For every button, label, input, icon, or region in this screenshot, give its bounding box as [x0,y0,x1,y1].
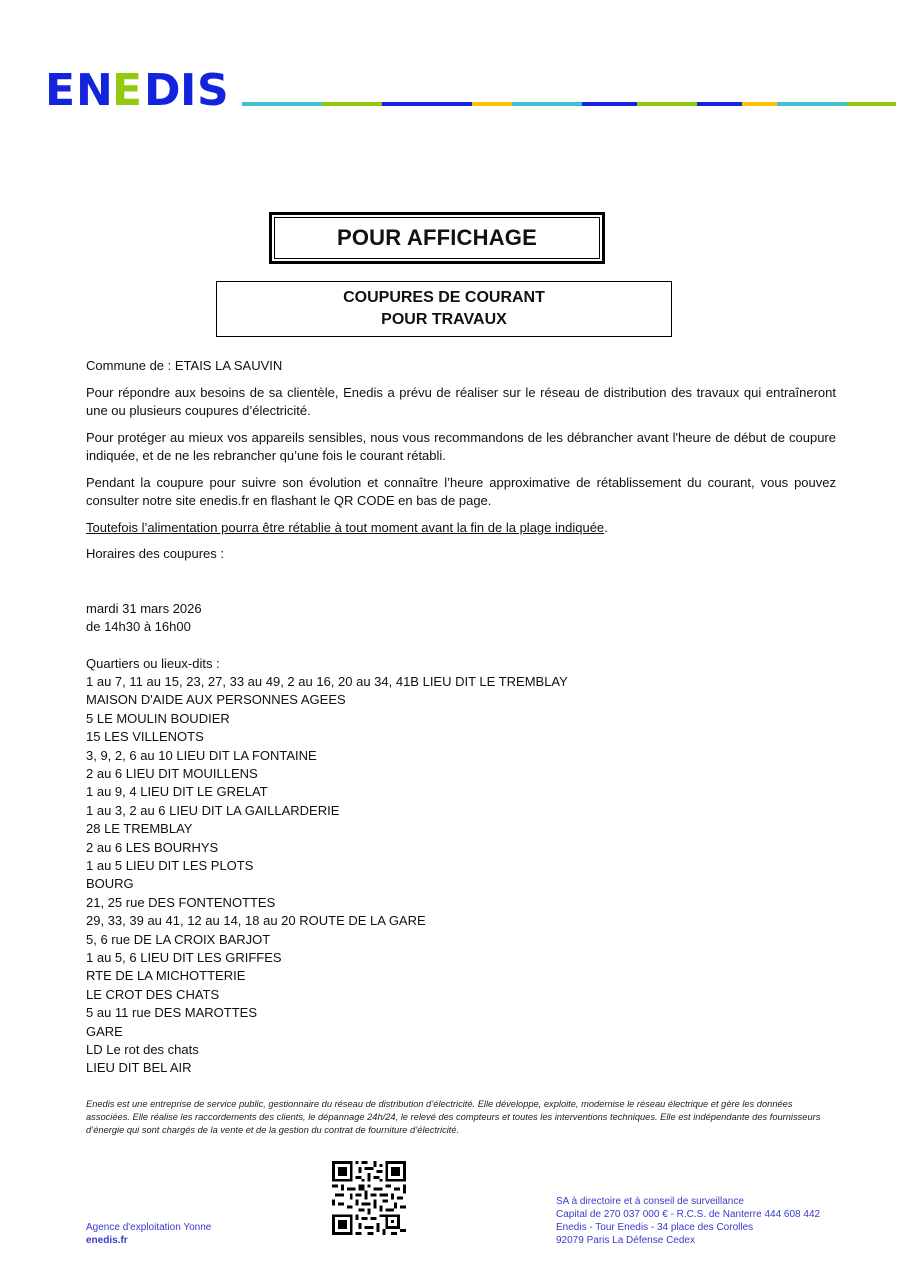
legal-line: SA à directoire et à conseil de surveillance [556,1196,744,1207]
enedis-site-link[interactable]: enedis.fr [86,1235,128,1246]
svg-text:I: I [180,65,197,112]
list-item: 3, 9, 2, 6 au 10 LIEU DIT LA FONTAINE [86,747,317,763]
list-item: RTE DE LA MICHOTTERIE [86,968,246,984]
list-item: 15 LES VILLENOTS [86,729,204,745]
paragraph-4-end: . [604,519,608,535]
footer-legal [556,1195,820,1247]
horaires-label: Horaires des coupures : [86,546,225,561]
list-item: MAISON D'AIDE AUX PERSONNES AGEES [86,692,346,708]
list-item: LD Le rot des chats [86,1042,199,1058]
agence-name: Agence d'exploitation Yonne [86,1222,212,1233]
list-item: 5 LE MOULIN BOUDIER [86,710,230,726]
list-item: 21, 25 rue DES FONTENOTTES [86,894,276,910]
paragraph-4-underlined: Toutefois l’alimentation pourra être rétablie à tout moment avant la fin de la plage indiquée [86,519,605,535]
enedis-logo [45,62,235,112]
list-item: 2 au 6 LIEU DIT MOUILLENS [86,765,258,781]
list-item: 1 au 5, 6 LIEU DIT LES GRIFFES [86,950,282,965]
list-item: BOURG [86,876,134,892]
qr-code[interactable] [332,1161,406,1235]
legal-line: 92079 Paris La Défense Cedex [556,1235,695,1246]
list-item: 28 LE TREMBLAY [86,821,193,837]
paragraph-4 [86,519,836,538]
legal-line: Enedis - Tour Enedis - 34 place des Corolles [556,1222,754,1233]
coupures-title-line-2: POUR TRAVAUX [381,311,507,328]
list-item: 2 au 6 LES BOURHYS [86,839,219,855]
paragraph-2: Pour protéger au mieux vos appareils sensibles, nous vous recommandons de les débrancher avant l'heure de début de coupure indiquée, et de ne les rebrancher qu’une fois le courant rétabli. [86,429,836,463]
paragraph-1: Pour répondre aux besoins de sa clientèle, Enedis a prévu de réaliser sur le réseau de distribution des travaux qui entraîneront une ou plusieurs coupures d’électricité. [86,384,836,418]
footer-agence [86,1221,211,1247]
schedule-date: mardi 31 mars 2026 [86,600,202,616]
svg-text:S: S [197,65,229,112]
affichage-title: POUR AFFICHAGE [274,217,600,259]
schedule-time: de 14h30 à 16h00 [86,619,191,634]
paragraph-3: Pendant la coupure pour suivre son évolution et connaître l’heure approximative de rétablissement du courant, vous pouvez consulter notre site enedis.fr en flashant le QR CODE en bas de page. [86,474,836,508]
list-item: LE CROT DES CHATS [86,986,220,1002]
list-item: GARE [86,1023,123,1039]
enedis-disclaimer: Enedis est une entreprise de service public, gestionnaire du réseau de distribution d’électricité. Elle développe, exploite, modernise le réseau électrique et gère les données associées. Elle réalise les raccordements des clients, le dépannage 24h/24, le relevé des compteurs et toutes les interventions techniques. Elle est indépendante des fournisseurs d’énergie qui sont chargés de la vente et de la gestion du contrat de fourniture d’électricité. [86,1099,821,1135]
list-item: 5, 6 rue DE LA CROIX BARJOT [86,931,271,947]
header-color-rule [242,102,896,106]
coupures-title-line-1: COUPURES DE COURANT [343,289,545,306]
svg-text:N: N [76,65,113,112]
schedule [86,600,836,637]
list-item: 1 au 5 LIEU DIT LES PLOTS [86,857,254,873]
list-item: 1 au 7, 11 au 15, 23, 27, 33 au 49, 2 au 16, 20 au 34, 41B LIEU DIT LE TREMBLAY [86,673,568,689]
svg-text:E: E [45,65,76,112]
commune-line: Commune de : ETAIS LA SAUVIN [86,358,283,373]
qr-code-icon [332,1161,406,1235]
list-item: 1 au 3, 2 au 6 LIEU DIT LA GAILLARDERIE [86,802,340,818]
svg-text:D: D [144,65,181,112]
notice-body [86,357,836,1078]
affichage-box [269,212,605,264]
quartiers-label: Quartiers ou lieux-dits : [86,655,220,671]
legal-line: Capital de 270 037 000 € - R.C.S. de Nanterre 444 608 442 [556,1209,821,1220]
list-item: LIEU DIT BEL AIR [86,1060,192,1076]
enedis-logo-icon [45,62,235,112]
list-item: 1 au 9, 4 LIEU DIT LE GRELAT [86,784,268,800]
svg-text:E: E [112,65,143,112]
lieux-list [86,655,836,1078]
list-item: 5 au 11 rue DES MAROTTES [86,1005,257,1021]
list-item: 29, 33, 39 au 41, 12 au 14, 18 au 20 ROUTE DE LA GARE [86,913,426,929]
coupures-box [216,281,672,337]
